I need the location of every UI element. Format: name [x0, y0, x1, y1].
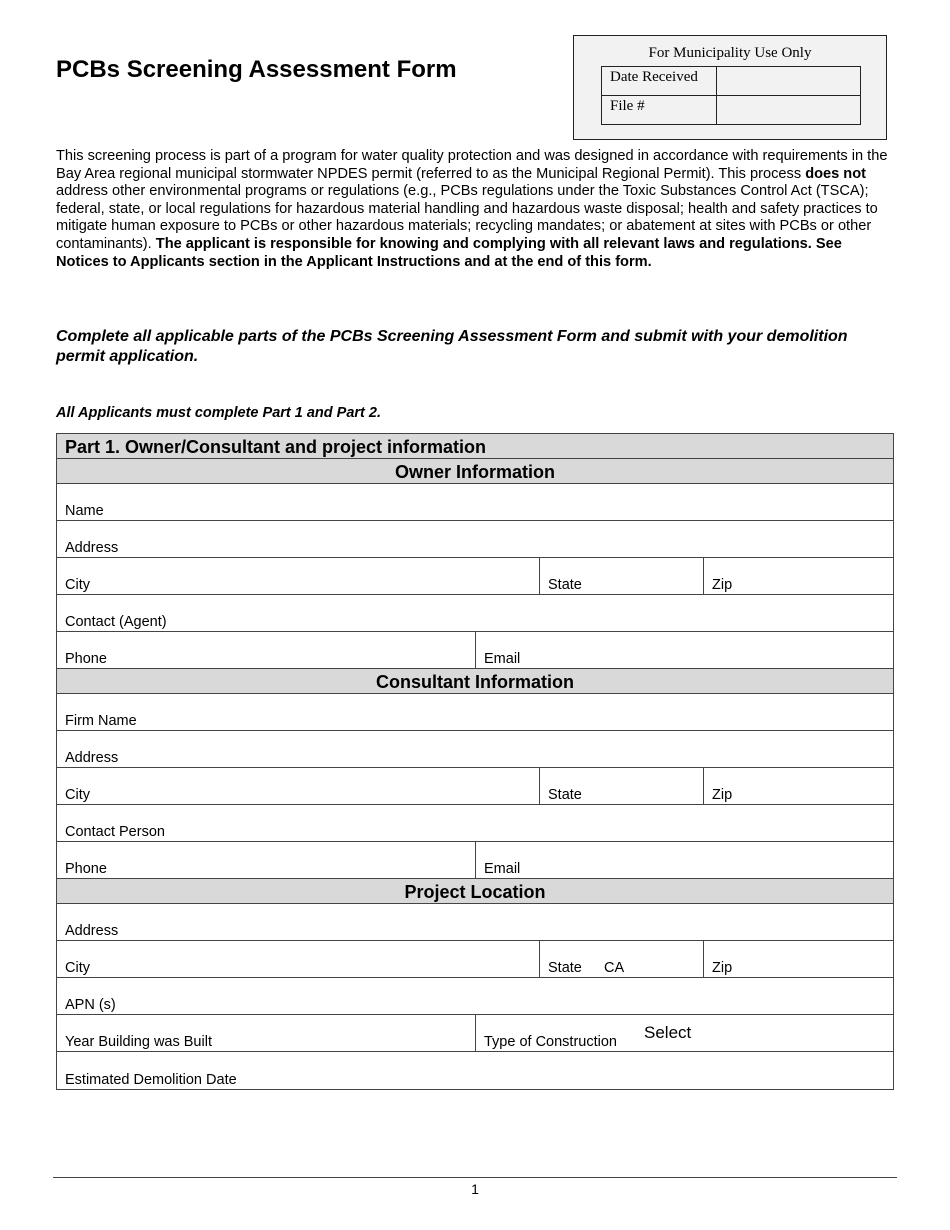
project-state-value: CA: [604, 960, 625, 976]
municipality-use-box: [573, 35, 887, 140]
project-apn-row: [57, 978, 893, 1015]
consultant-phone-label: Phone: [65, 861, 107, 877]
part1-form: [56, 433, 894, 1090]
municipality-table: [601, 66, 861, 125]
owner-phone-field[interactable]: [57, 632, 475, 668]
owner-state-field[interactable]: [539, 558, 703, 594]
project-city-field[interactable]: [57, 941, 539, 977]
consultant-phone-field[interactable]: [57, 842, 475, 878]
date-received-label: Date Received: [602, 67, 717, 96]
intro-bold-responsibility: The applicant is responsible for knowing and complying with all relevant laws and regulations. See Notices to Applicants section in the Applicant Instructions and at the end of this form.: [56, 235, 842, 270]
owner-phone-row: [57, 632, 893, 669]
file-number-field[interactable]: [717, 96, 861, 125]
demolition-date-field[interactable]: [57, 1052, 893, 1089]
consultant-city-label: City: [65, 787, 90, 803]
project-state-label: State: [548, 960, 582, 976]
intro-bold-does-not: does not: [805, 165, 866, 182]
consultant-address-row: [57, 731, 893, 768]
owner-city-row: [57, 558, 893, 595]
owner-contact-label: Contact (Agent): [65, 614, 167, 630]
consultant-email-field[interactable]: [475, 842, 893, 878]
footer-divider: [53, 1177, 897, 1178]
owner-city-label: City: [65, 577, 90, 593]
owner-zip-label: Zip: [712, 577, 733, 593]
owner-name-field[interactable]: [57, 484, 893, 520]
owner-address-field[interactable]: [57, 521, 893, 557]
year-built-label: Year Building was Built: [65, 1034, 212, 1050]
consultant-zip-label: Zip: [712, 787, 733, 803]
owner-contact-field[interactable]: [57, 595, 893, 631]
project-address-label: Address: [65, 923, 119, 939]
consultant-state-label: State: [548, 787, 582, 803]
project-year-row: [57, 1015, 893, 1052]
all-applicants-note: All Applicants must complete Part 1 and Part 2.: [56, 405, 381, 421]
municipality-box-title: For Municipality Use Only: [648, 45, 812, 61]
owner-name-label: Name: [65, 503, 104, 519]
owner-address-label: Address: [65, 540, 119, 556]
project-zip-label: Zip: [712, 960, 733, 976]
owner-address-row: [57, 521, 893, 558]
owner-section-header: Owner Information: [57, 459, 893, 484]
intro-paragraph: [56, 148, 891, 271]
construction-type-field: [475, 1015, 893, 1051]
project-state-field[interactable]: [539, 941, 703, 977]
intro-text-2: address other environmental programs or regulations (e.g., PCBs regulations under the Toxic Substances Control Act (TSCA); federal, state, or local regulations for hazardous material handling and hazardous waste disposal; health and safety practices to mitigate human exposure to PCBs or other hazardous materials; recycling mandates; or abatement at sites with PCBs or other contaminants).: [56, 183, 878, 252]
consultant-contact-row: [57, 805, 893, 842]
consultant-contact-label: Contact Person: [65, 824, 165, 840]
owner-city-field[interactable]: [57, 558, 539, 594]
owner-zip-field[interactable]: [703, 558, 893, 594]
project-section-header: Project Location: [57, 879, 893, 904]
owner-email-label: Email: [484, 651, 521, 667]
project-address-row: [57, 904, 893, 941]
project-apn-field[interactable]: [57, 978, 893, 1014]
demolition-date-label: Estimated Demolition Date: [65, 1072, 237, 1088]
consultant-address-field[interactable]: [57, 731, 893, 767]
project-zip-field[interactable]: [703, 941, 893, 977]
consultant-state-field[interactable]: [539, 768, 703, 804]
consultant-phone-row: [57, 842, 893, 879]
date-received-field[interactable]: [717, 67, 861, 96]
page-number: 1: [471, 1181, 479, 1197]
owner-email-field[interactable]: [475, 632, 893, 668]
consultant-email-label: Email: [484, 861, 521, 877]
consultant-address-label: Address: [65, 750, 119, 766]
consultant-contact-field[interactable]: [57, 805, 893, 841]
consultant-firm-label: Firm Name: [65, 713, 137, 729]
consultant-zip-field[interactable]: [703, 768, 893, 804]
part1-header: Part 1. Owner/Consultant and project information: [57, 434, 893, 459]
owner-name-row: [57, 484, 893, 521]
owner-contact-row: [57, 595, 893, 632]
owner-state-label: State: [548, 577, 582, 593]
file-number-label: File #: [602, 96, 717, 125]
form-instruction: Complete all applicable parts of the PCBs Screening Assessment Form and submit with your demolition permit application.: [56, 328, 848, 365]
project-city-row: [57, 941, 893, 978]
consultant-firm-field[interactable]: [57, 694, 893, 730]
project-city-label: City: [65, 960, 90, 976]
project-demolition-row: [57, 1052, 893, 1089]
consultant-city-field[interactable]: [57, 768, 539, 804]
project-address-field[interactable]: [57, 904, 893, 940]
consultant-section-header: Consultant Information: [57, 669, 893, 694]
construction-type-select[interactable]: Select: [644, 1023, 692, 1042]
owner-phone-label: Phone: [65, 651, 107, 667]
construction-type-label: Type of Construction: [484, 1034, 617, 1050]
consultant-firm-row: [57, 694, 893, 731]
page-title: PCBs Screening Assessment Form: [56, 56, 457, 83]
project-apn-label: APN (s): [65, 997, 116, 1013]
year-built-field[interactable]: [57, 1015, 475, 1051]
consultant-city-row: [57, 768, 893, 805]
intro-text-1: This screening process is part of a program for water quality protection and was designed in accordance with requirements in the Bay Area regional municipal stormwater NPDES permit (referred to as the Municipal Regional Permit). This process: [56, 148, 888, 182]
